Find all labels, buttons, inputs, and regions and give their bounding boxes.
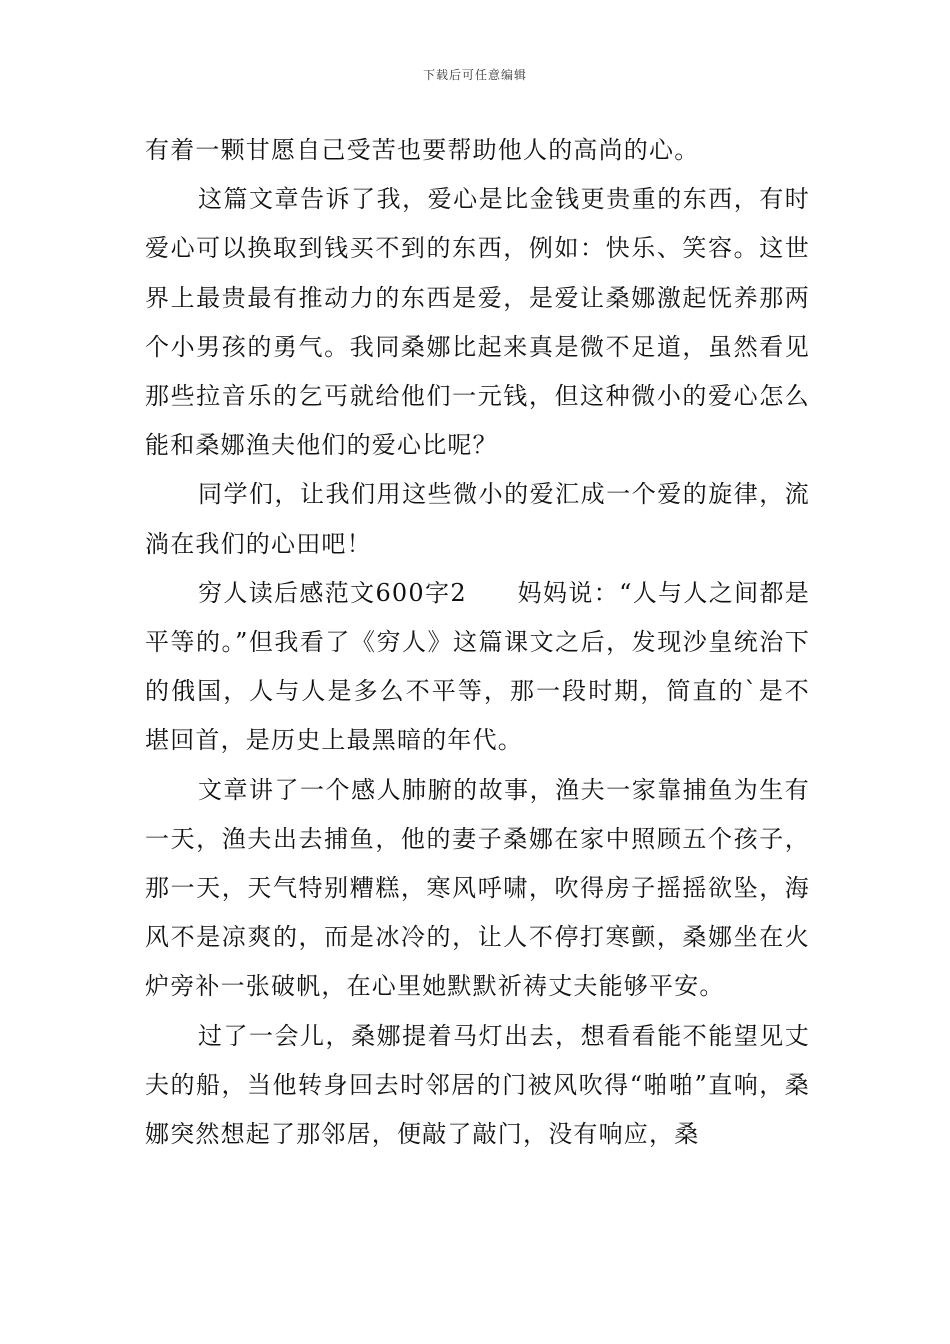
paragraph-1: 有着一颗甘愿自己受苦也要帮助他人的高尚的心。 xyxy=(145,136,700,164)
document-body xyxy=(145,126,810,1159)
paragraph-6: 过了一会儿，桑娜提着马灯出去，想看看能不能望见丈夫的船，当他转身回去时邻居的门被风吹得“啪啪”直响，桑娜突然想起了那邻居，便敲了敲门，没有响应，桑 xyxy=(145,1021,810,1149)
page-header: 下载后可任意编辑 xyxy=(422,68,527,82)
paragraph-5: 文章讲了一个感人肺腑的故事，渔夫一家靠捕鱼为生有一天，渔夫出去捕鱼，他的妻子桑娜在家中照顾五个孩子，那一天，天气特别糟糕，寒风呼啸，吹得房子摇摇欲坠，海风不是凉爽的，而是冰冷的，让人不停打寒颤，桑娜坐在火炉旁补一张破帆，在心里她默默祈祷丈夫能够平安。 xyxy=(145,775,810,1001)
paragraph-2: 这篇文章告诉了我，爱心是比金钱更贵重的东西，有时爱心可以换取到钱买不到的东西，例如：快乐、笑容。这世界上最贵最有推动力的东西是爱，是爱让桑娜激起怃养那两个小男孩的勇气。我同桑娜比起来真是微不足道，虽然看见那些拉音乐的乞丐就给他们一元钱，但这种微小的爱心怎么能和桑娜渔夫他们的爱心比呢？ xyxy=(145,185,810,460)
paragraph-4: 穷人读后感范文600字2 妈妈说：“人与人之间都是平等的。”但我看了《穷人》这篇课文之后，发现沙皇统治下的俄国，人与人是多么不平等，那一段时期，简直的`是不堪回首，是历史上最黑暗的年代。 xyxy=(145,578,810,755)
paragraph-3: 同学们，让我们用这些微小的爱汇成一个爱的旋律，流淌在我们的心田吧！ xyxy=(145,480,810,558)
